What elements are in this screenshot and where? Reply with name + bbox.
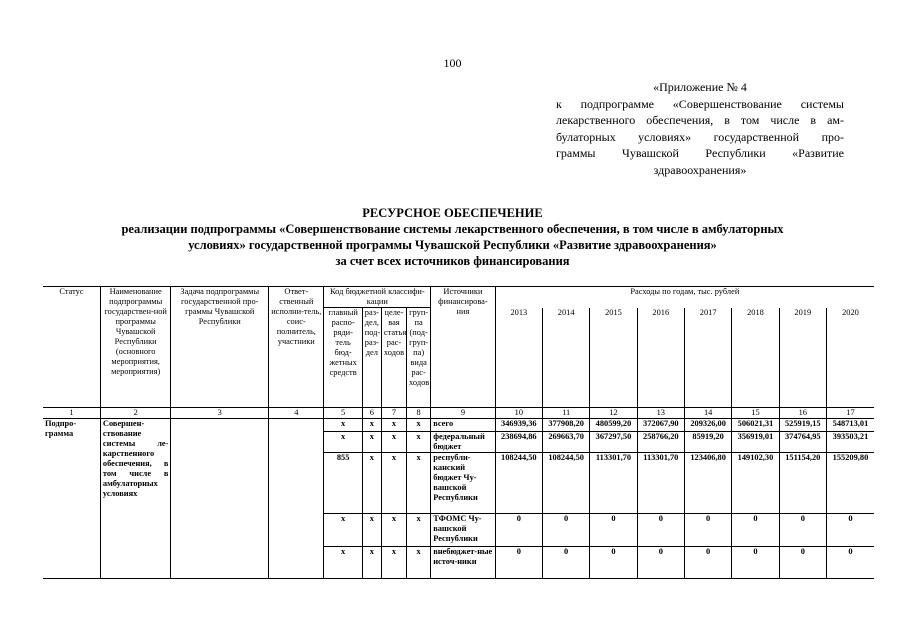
status-cell: Подпро-грамма: [43, 419, 100, 579]
column-number: 3: [171, 408, 269, 419]
header-budget-code: Код бюджетной классифи-кации: [324, 287, 431, 308]
budget-code-cell: x: [407, 453, 431, 514]
header-year: 2017: [684, 308, 731, 320]
column-number: 11: [542, 408, 589, 419]
budget-code-cell: x: [362, 453, 381, 514]
value-cell: 113301,70: [637, 453, 684, 514]
funding-source: внебюджет-ные источ-ники: [431, 547, 495, 579]
page-number: 100: [443, 56, 462, 70]
value-cell: 108244,50: [495, 453, 542, 514]
funding-source: федеральный бюджет: [431, 432, 495, 453]
value-cell: 356919,01: [732, 432, 779, 453]
header-expense-group: груп-па (под-груп-па) вида рас-ходов: [407, 308, 431, 408]
value-cell: 377908,20: [542, 419, 589, 432]
header-year: 2016: [637, 308, 684, 320]
value-cell: 0: [495, 547, 542, 579]
column-number: 17: [826, 408, 874, 419]
value-cell: 0: [779, 547, 826, 579]
title-line-4: за счет всех источников финансирования: [335, 254, 570, 268]
resource-table: [43, 286, 874, 579]
budget-code-cell: x: [362, 419, 381, 432]
table-body: [43, 419, 874, 579]
value-cell: 0: [779, 514, 826, 547]
value-cell: 525919,15: [779, 419, 826, 432]
value-cell: 238694,86: [495, 432, 542, 453]
column-number: 12: [590, 408, 637, 419]
header-year: 2019: [779, 308, 826, 320]
value-cell: 0: [637, 514, 684, 547]
value-cell: 0: [732, 547, 779, 579]
budget-code-cell: x: [381, 547, 406, 579]
appendix-line-3: лекарственного обеспечения, в том числе в ам-: [556, 113, 844, 127]
value-cell: 0: [590, 547, 637, 579]
value-cell: 506021,31: [732, 419, 779, 432]
header-year: 2013: [495, 308, 542, 320]
column-number: 9: [431, 408, 495, 419]
column-number: 6: [362, 408, 381, 419]
value-cell: 151154,20: [779, 453, 826, 514]
appendix-line-1: «Приложение № 4: [653, 80, 747, 94]
value-cell: 0: [684, 514, 731, 547]
appendix-line-4: булаторных условиях» государственной про-: [556, 129, 844, 144]
table-header: [43, 287, 874, 419]
value-cell: 269663,70: [542, 432, 589, 453]
column-number: 16: [779, 408, 826, 419]
value-cell: 209326,00: [684, 419, 731, 432]
title-line-3: условиях» государственной программы Чувашской Республики «Развитие здравоохранения»: [188, 238, 717, 252]
funding-source: всего: [431, 419, 495, 432]
title-line-1: РЕСУРСНОЕ ОБЕСПЕЧЕНИЕ: [362, 206, 543, 220]
column-number: 4: [269, 408, 324, 419]
budget-code-cell: x: [381, 419, 406, 432]
value-cell: 393503,21: [826, 432, 874, 453]
budget-code-cell: x: [362, 547, 381, 579]
value-cell: 367297,50: [590, 432, 637, 453]
budget-code-cell: x: [324, 547, 362, 579]
budget-code-cell: x: [407, 547, 431, 579]
value-cell: 548713,01: [826, 419, 874, 432]
value-cell: 480599,20: [590, 419, 637, 432]
header-task: Задача подпрограммы государственной про-граммы Чувашской Республики: [171, 287, 269, 408]
column-number: 1: [43, 408, 100, 419]
column-number: 8: [407, 408, 431, 419]
value-cell: 0: [826, 547, 874, 579]
budget-code-cell: x: [407, 419, 431, 432]
budget-code-cell: 855: [324, 453, 362, 514]
appendix-line-5: граммы Чувашской Республики «Развитие: [556, 146, 844, 160]
funding-source: республи-канский бюджет Чу-вашской Республики: [431, 453, 495, 514]
budget-code-cell: x: [362, 432, 381, 453]
value-cell: 0: [637, 547, 684, 579]
header-name: Наименование подпрограммы государствен-ной программы Чувашской Республики (основного мероприятия, мероприятия): [100, 287, 171, 408]
appendix-line-2: к подпрограмме «Совершенствование системы: [556, 96, 844, 111]
budget-code-cell: x: [381, 453, 406, 514]
subprogram-name: Совершен-ствование системы ле-карственного обеспечения, в том числе в амбулаторных условиях: [100, 419, 171, 579]
header-year: 2015: [590, 308, 637, 320]
column-number: 10: [495, 408, 542, 419]
budget-code-cell: x: [324, 419, 362, 432]
column-number: 2: [100, 408, 171, 419]
header-main-manager: главный распо-ряди-тель бюд-жетных средств: [324, 308, 362, 408]
table-row: [43, 419, 874, 432]
document-title: [0, 205, 905, 269]
header-target-item: целе-вая статья рас-ходов: [381, 308, 406, 408]
value-cell: 149102,30: [732, 453, 779, 514]
header-section: раз-дел, под-раз-дел: [362, 308, 381, 408]
appendix-line-6: здравоохранения»: [653, 162, 747, 177]
budget-code-cell: x: [362, 514, 381, 547]
value-cell: 123406,80: [684, 453, 731, 514]
header-expenses: Расходы по годам, тыс. рублей: [495, 287, 874, 308]
budget-code-cell: x: [324, 514, 362, 547]
value-cell: 0: [732, 514, 779, 547]
budget-code-cell: x: [381, 432, 406, 453]
column-number: 13: [637, 408, 684, 419]
value-cell: 0: [542, 547, 589, 579]
header-source: Источники финансирова-ния: [431, 287, 495, 408]
value-cell: 372067,90: [637, 419, 684, 432]
value-cell: 258766,20: [637, 432, 684, 453]
value-cell: 108244,50: [542, 453, 589, 514]
column-number: 15: [732, 408, 779, 419]
value-cell: 0: [542, 514, 589, 547]
value-cell: 374764,95: [779, 432, 826, 453]
appendix-caption: [556, 79, 844, 178]
value-cell: 85919,20: [684, 432, 731, 453]
column-number: 5: [324, 408, 362, 419]
column-number: 7: [381, 408, 406, 419]
column-number: 14: [684, 408, 731, 419]
header-year: 2020: [826, 308, 874, 320]
budget-code-cell: x: [324, 432, 362, 453]
funding-source: ТФОМС Чу-вашской Республики: [431, 514, 495, 547]
value-cell: 155209,80: [826, 453, 874, 514]
value-cell: 0: [495, 514, 542, 547]
value-cell: 0: [590, 514, 637, 547]
budget-code-cell: x: [381, 514, 406, 547]
value-cell: 0: [826, 514, 874, 547]
budget-code-cell: x: [407, 432, 431, 453]
header-year: 2018: [732, 308, 779, 320]
value-cell: 0: [684, 547, 731, 579]
header-responsible: Ответ-ственный исполни-тель, соис-полнитель, участники: [269, 287, 324, 408]
header-year: 2014: [542, 308, 589, 320]
value-cell: 113301,70: [590, 453, 637, 514]
budget-code-cell: x: [407, 514, 431, 547]
header-status: Статус: [43, 287, 100, 408]
title-line-2: реализации подпрограммы «Совершенствование системы лекарственного обеспечения, в том числе в амбулаторных: [121, 222, 784, 236]
value-cell: 346939,36: [495, 419, 542, 432]
